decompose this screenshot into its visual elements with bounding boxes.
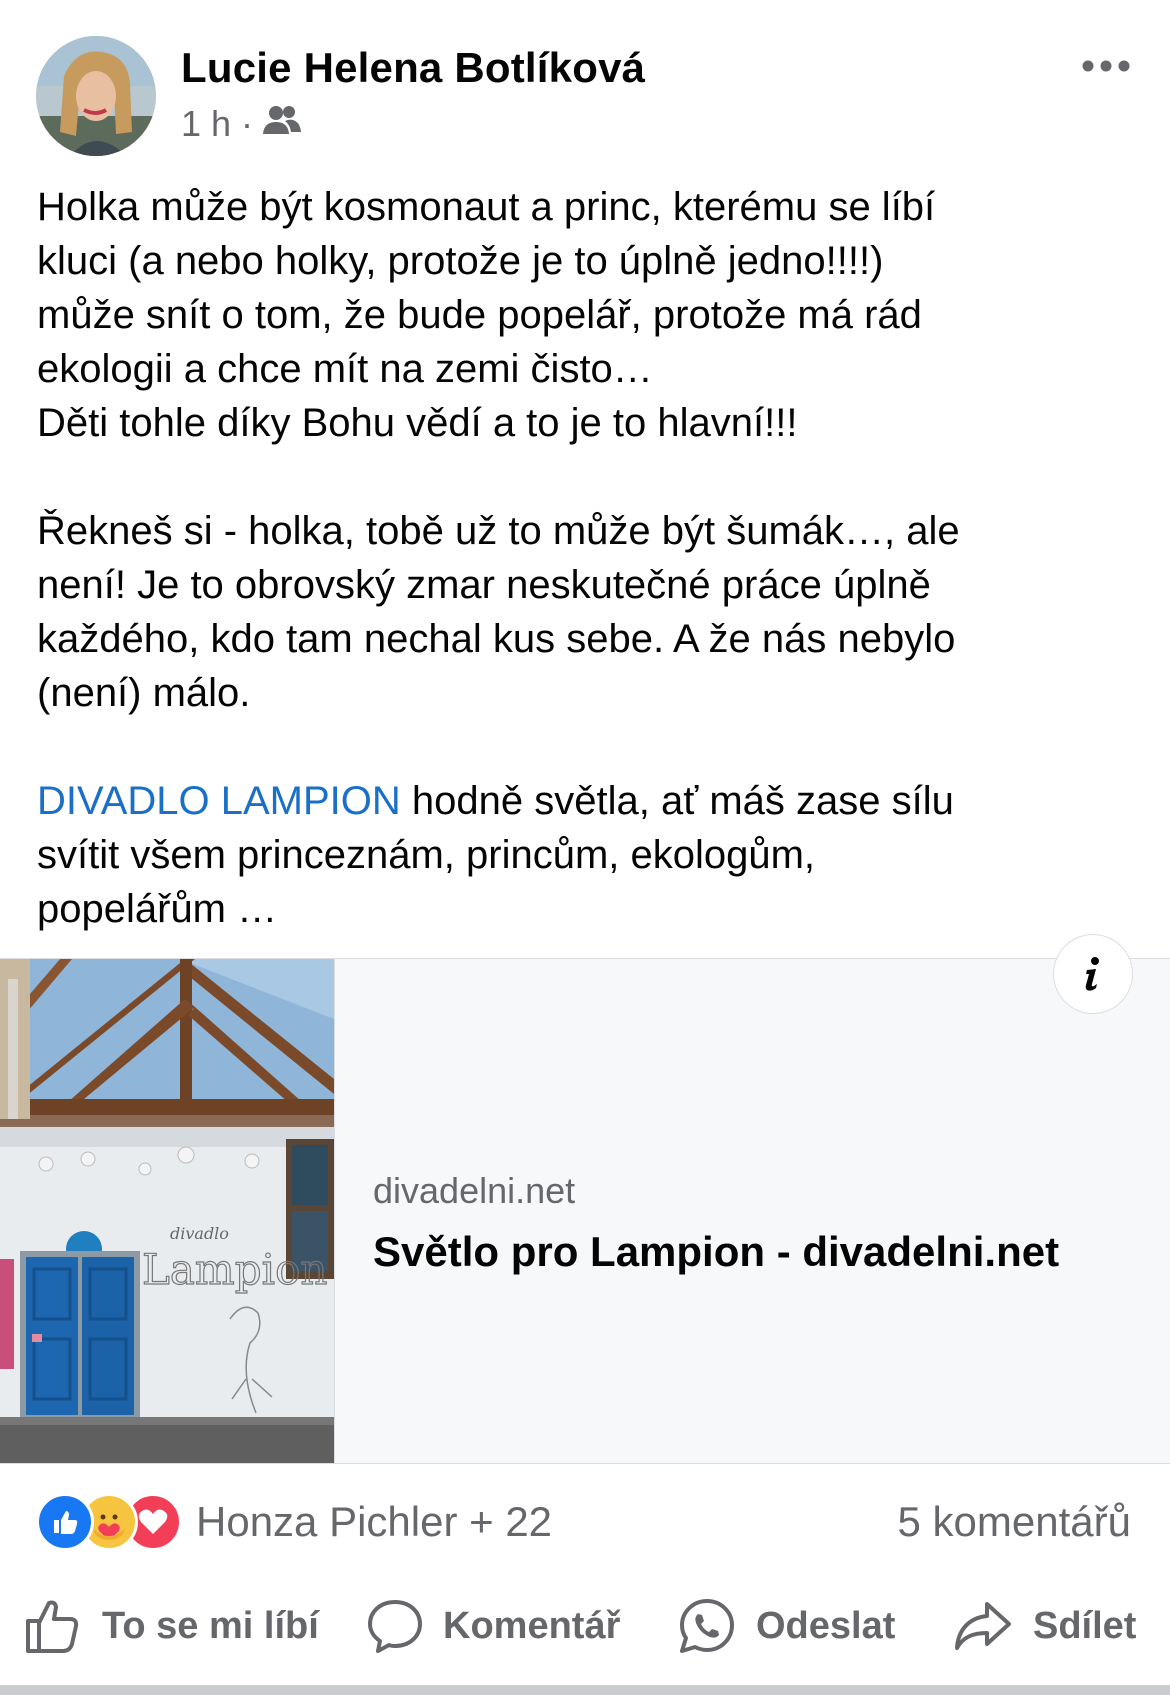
text-line: popelářům …	[37, 887, 278, 931]
sign-small-text: divadlo	[170, 1224, 229, 1243]
sign-large-text: Lampion	[142, 1245, 328, 1294]
meta-separator: ·	[241, 103, 254, 144]
share-button-label: Sdílet	[1033, 1604, 1137, 1647]
comments-count[interactable]: 5 komentářů	[897, 1498, 1131, 1545]
share-arrow-icon	[953, 1598, 1013, 1654]
post-meta	[181, 102, 301, 146]
thumbs-up-icon	[24, 1597, 82, 1655]
text-line: může snít o tom, že bude popelář, protože má rád	[37, 293, 922, 337]
text-line	[37, 774, 1137, 828]
like-button[interactable]	[24, 1590, 319, 1662]
post-action-bar	[0, 1590, 1170, 1662]
text-line: svítit všem princeznám, princům, ekologům,	[37, 833, 816, 877]
info-icon	[1083, 956, 1103, 992]
more-options-button[interactable]	[1040, 48, 1130, 84]
text-line: Děti tohle díky Bohu vědí a to je to hlavní!!!	[37, 401, 798, 445]
more-horizontal-icon	[1082, 60, 1130, 72]
text-line: není! Je to obrovský zmar neskutečné práce úplně	[37, 563, 931, 607]
share-button[interactable]	[953, 1590, 1136, 1662]
paragraph-gap	[37, 720, 1137, 774]
text-line: Řekneš si - holka, tobě už to může být šumák…, ale	[37, 509, 960, 553]
comment-button-label: Komentář	[443, 1604, 621, 1647]
text-line: (není) málo.	[37, 671, 251, 715]
paragraph-gap	[37, 450, 1137, 504]
author-photo	[36, 36, 156, 156]
text-fragment: hodně světla, ať máš zase sílu	[400, 779, 954, 823]
text-line: každého, kdo tam nechal kus sebe. A že nás nebylo	[37, 617, 956, 661]
comment-bubble-icon	[367, 1598, 423, 1654]
whatsapp-icon	[678, 1597, 736, 1655]
send-button[interactable]	[678, 1590, 895, 1662]
link-info-button[interactable]	[1053, 934, 1133, 1014]
text-line: kluci (a nebo holky, protože je to úplně jedno!!!!)	[37, 239, 884, 283]
like-reaction-icon	[36, 1493, 94, 1551]
reactors-summary[interactable]: Honza Pichler + 22	[196, 1498, 553, 1545]
author-name[interactable]: Lucie Helena Botlíková	[181, 44, 646, 91]
post-time[interactable]: 1 h	[181, 103, 232, 144]
comment-button[interactable]	[367, 1590, 620, 1662]
feed-separator	[0, 1685, 1170, 1695]
friends-icon[interactable]	[263, 103, 301, 145]
text-line: ekologii a chce mít na zemi čisto…	[37, 347, 653, 391]
link-domain[interactable]: divadelni.net	[373, 1170, 576, 1211]
post-text	[37, 180, 1137, 936]
like-button-label: To se mi líbí	[102, 1604, 319, 1647]
link-title[interactable]: Světlo pro Lampion - divadelni.net	[373, 1228, 1060, 1275]
send-button-label: Odeslat	[756, 1604, 896, 1647]
author-avatar[interactable]	[36, 36, 156, 156]
link-preview-card[interactable]	[0, 958, 1170, 1464]
text-line: Holka může být kosmonaut a princ, kterému se líbí	[37, 185, 936, 229]
page-tag-link[interactable]: DIVADLO LAMPION	[37, 779, 401, 823]
link-preview-image[interactable]	[0, 959, 335, 1463]
reactions-summary[interactable]	[36, 1494, 552, 1550]
